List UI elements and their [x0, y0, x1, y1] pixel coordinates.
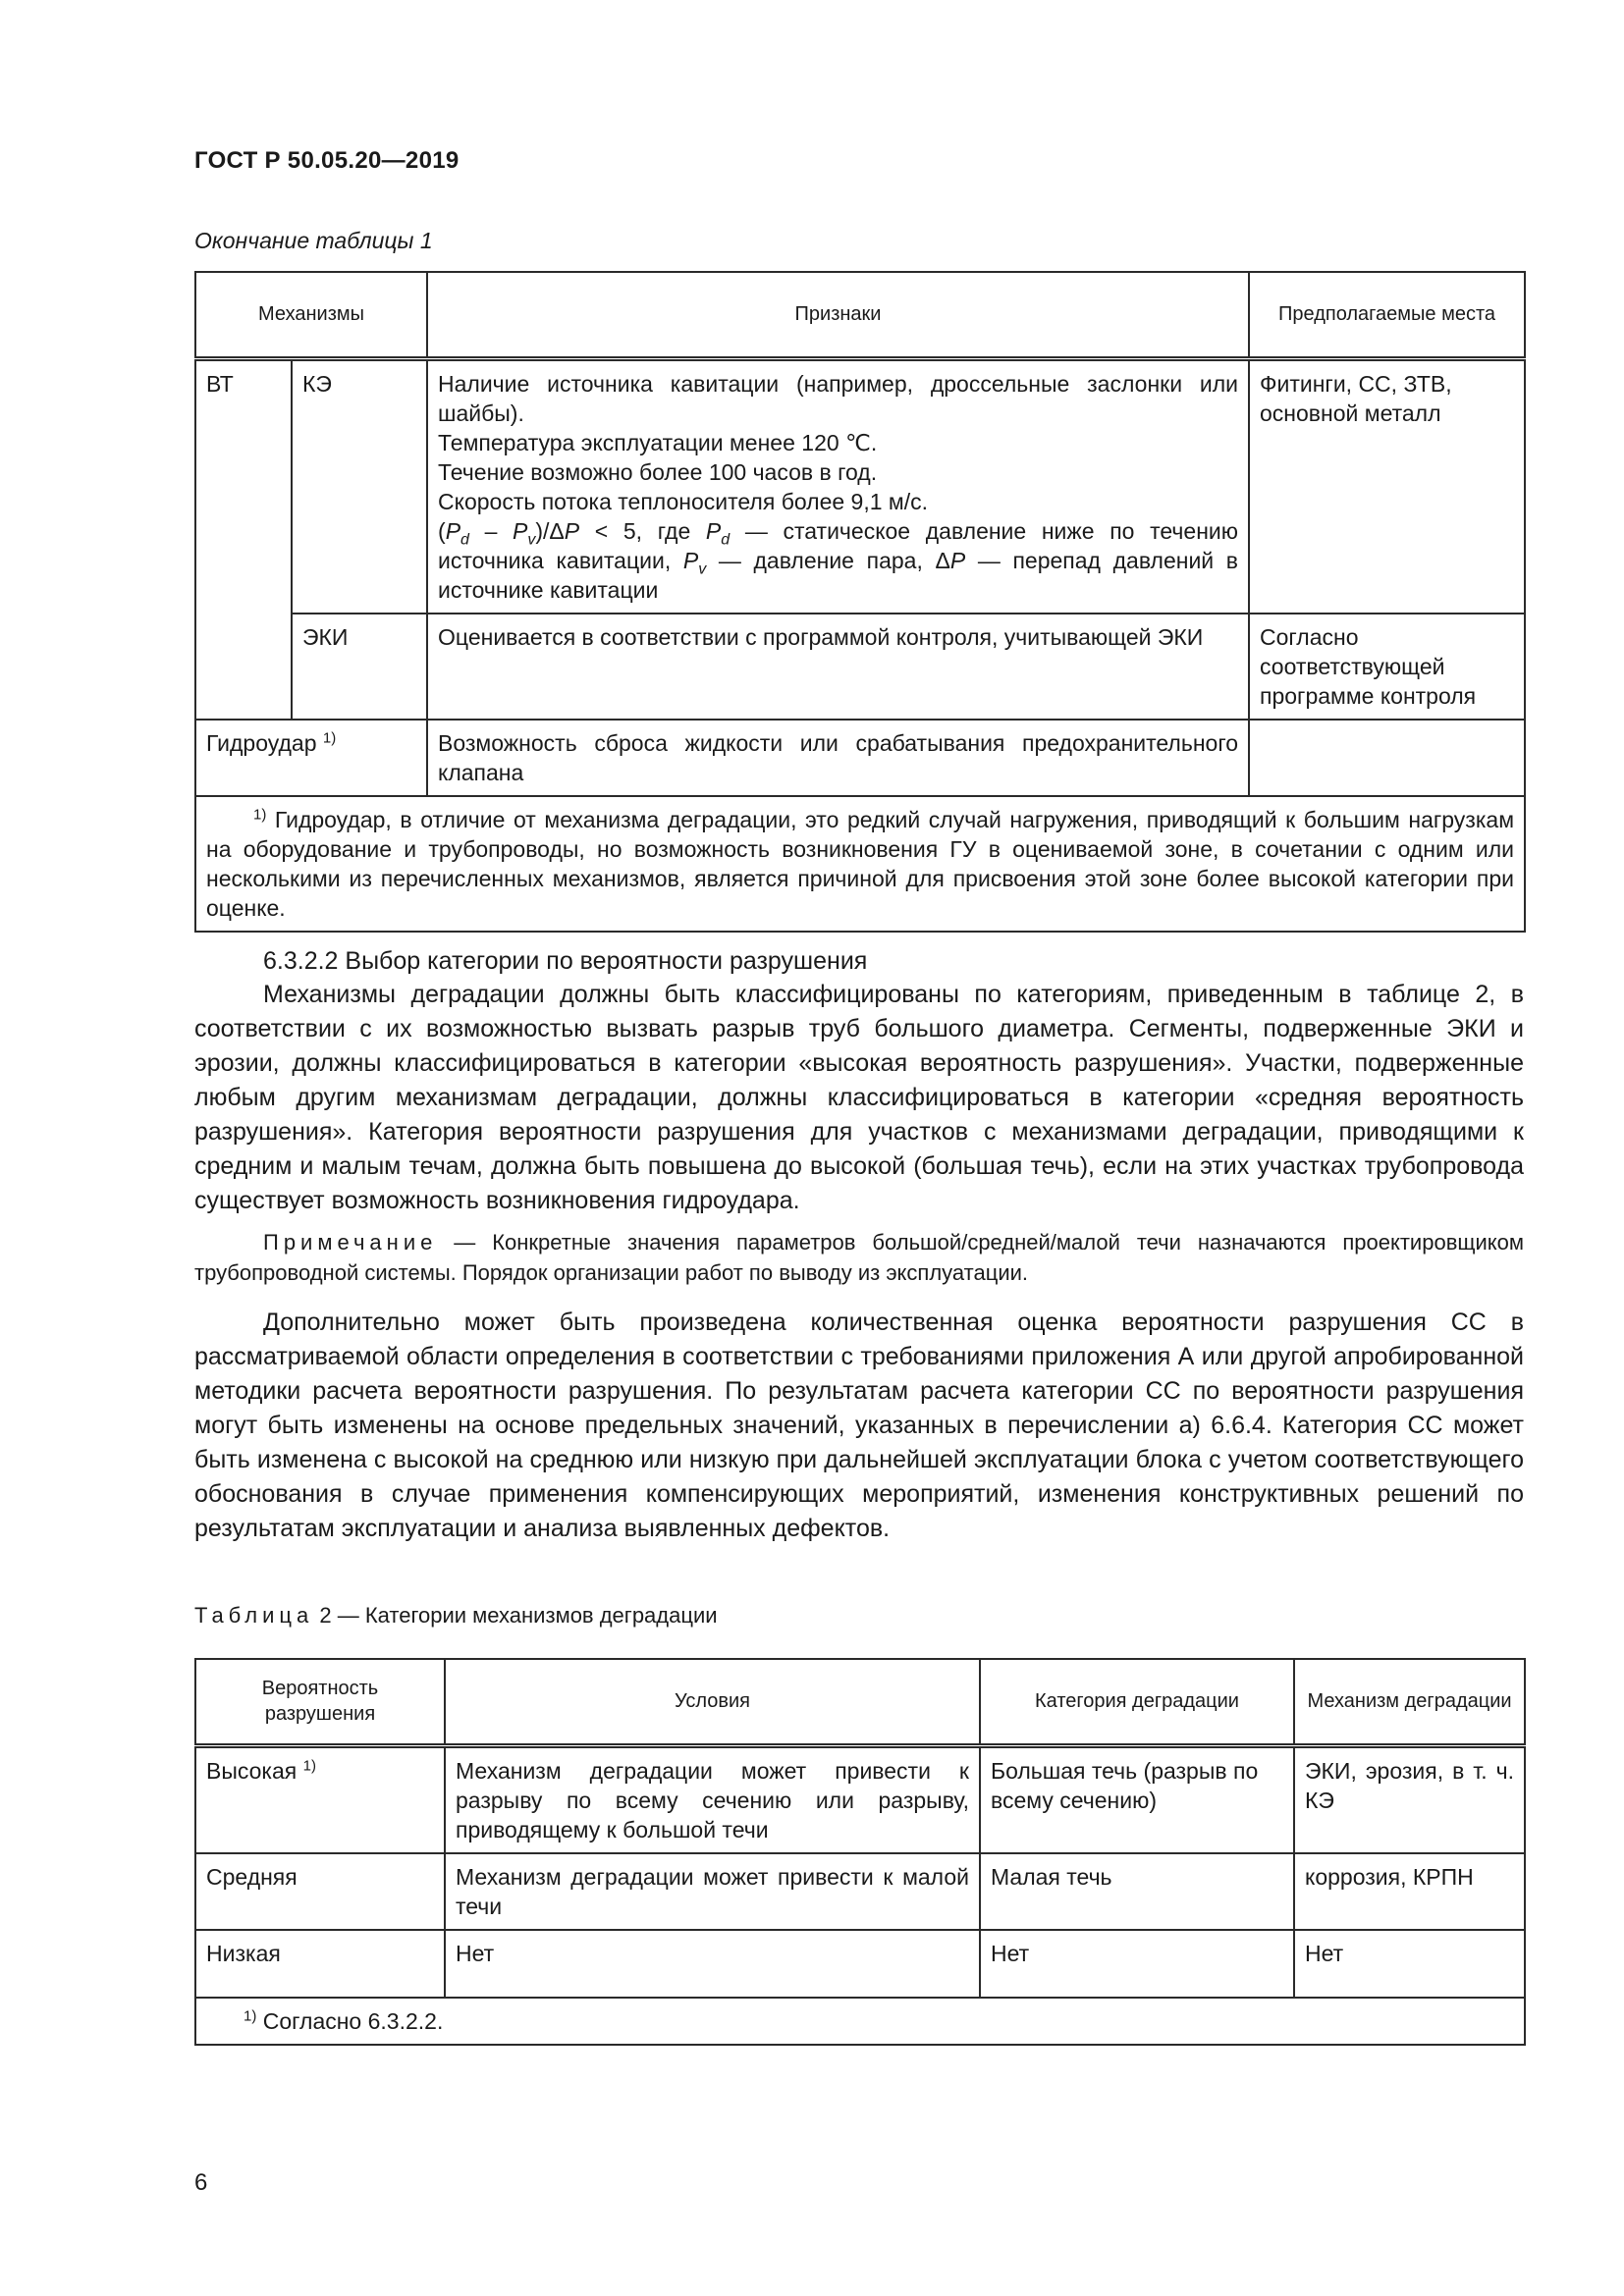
table2-header-row — [195, 1659, 1525, 1745]
formula-sub: v — [527, 531, 536, 549]
formula-var: P — [445, 517, 461, 544]
table1-cell-ke: КЭ — [292, 358, 427, 614]
table2-cell-mechanism: коррозия, КРПН — [1294, 1853, 1525, 1930]
note-label: Примечание — [263, 1230, 438, 1255]
table2-cell-mechanism: ЭКИ, эрозия, в т. ч. КЭ — [1294, 1745, 1525, 1853]
table2-cell-category: Нет — [980, 1930, 1294, 1998]
probability-label: Высокая — [206, 1757, 298, 1784]
probability-label: Низкая — [206, 1940, 281, 1966]
formula-sub: v — [698, 561, 707, 578]
probability-label: Средняя — [206, 1863, 298, 1890]
table1-footnote — [195, 796, 1525, 932]
table1-cell-group-vt: ВТ — [195, 358, 292, 720]
ke-sign-line: Течение возможно более 100 часов в год. — [438, 458, 878, 485]
ke-sign-line: Температура эксплуатации менее 120 ℃. — [438, 429, 878, 455]
formula-var: P — [513, 517, 528, 544]
formula-var: P — [949, 547, 966, 573]
formula-text: )/Δ — [535, 517, 565, 544]
table1-header-row — [195, 272, 1525, 358]
table2-cell-probability — [195, 1930, 445, 1998]
table2-cell-conditions: Механизм деградации может привести к разрыву по всему сечению или разрыву, приводящему к большой течи — [445, 1745, 980, 1853]
section-paragraph-2: Дополнительно может быть произведена количественная оценка вероятности разрушения СС в рассматриваемой области определения в соответствии с требованиями приложения А или другой апробированной методики расчета вероятности разрушения. По результатам расчета категории СС по вероятности разрушения могут быть изменены на основе предельных значений, указанных в перечислении а) 6.6.4. Категория СС может быть изменена с высокой на среднюю или низкую при дальнейшей эксплуатации блока с учетом соответствующего обоснования в случае применения компенсирующих мероприятий, изменения конструктивных решений по результатам эксплуатации и анализа выявленных дефектов. — [194, 1308, 1524, 1542]
table1-cell-eki: ЭКИ — [292, 614, 427, 720]
footnote-mark: 1) — [253, 805, 267, 823]
table1-cell-eki-signs: Оценивается в соответствии с программой контроля, учитывающей ЭКИ — [427, 614, 1249, 720]
table1-footnote-row — [195, 796, 1525, 932]
table2-cell-category: Большая течь (разрыв по всему сечению) — [980, 1745, 1294, 1853]
table1-cell-water-hammer-places — [1249, 720, 1525, 796]
section-paragraph-1: Механизмы деградации должны быть классифицированы по категориям, приведенным в таблице 2, в соответствии с их возможностью вызвать разрыв труб большого диаметра. Сегменты, подверженные ЭКИ и эрозии, должны классифицироваться в категории «высокая вероятность разрушения». Участки, подверженные любым другим механизмам деградации, должны классифицироваться в категории «средняя вероятность разрушения». Категория вероятности разрушения для участков с механизмами деградации, приводящими к средним и малым течам, должна быть повышена до высокой (большая течь), если на этих участках трубопровода существует возможность возникновения гидроудара. — [194, 981, 1524, 1214]
table1-header-signs: Признаки — [427, 272, 1249, 358]
footnote-mark: 1) — [244, 2006, 257, 2024]
section-note — [194, 1227, 1524, 1288]
formula-text: — статическое давление ниже по течению источника кавитации, — [438, 517, 1238, 573]
table2-caption-label: Таблица — [194, 1603, 314, 1628]
table2-cell-probability — [195, 1745, 445, 1853]
footnote-ref: 1) — [322, 728, 337, 746]
table1-cell-water-hammer — [195, 720, 427, 796]
formula-text: ( — [438, 517, 446, 544]
table2-cell-conditions: Механизм деградации может привести к малой течи — [445, 1853, 980, 1930]
ke-sign-line: Наличие источника кавитации (например, дроссельные заслонки или шайбы). — [438, 370, 1239, 426]
footnote-ref: 1) — [302, 1756, 316, 1774]
formula-sub: d — [460, 531, 469, 549]
table2-footnote-row — [195, 1998, 1525, 2045]
table1-caption: Окончание таблицы 1 — [194, 228, 433, 253]
table2-caption — [194, 1603, 718, 1629]
table2-header-mechanism: Механизм деградации — [1294, 1659, 1525, 1745]
table2-cell-conditions: Нет — [445, 1930, 980, 1998]
table1-header-mechanisms: Механизмы — [195, 272, 427, 358]
table-row — [195, 1853, 1525, 1930]
table-row — [195, 1745, 1525, 1853]
table2-cell-category: Малая течь — [980, 1853, 1294, 1930]
table2-footnote — [195, 1998, 1525, 2045]
table2 — [194, 1658, 1526, 2046]
footnote-text: Гидроудар, в отличие от механизма деградации, это редкий случай нагружения, приводящий к большим нагрузкам на оборудование и трубопроводы, но возможность возникновения ГУ в оцениваемой зоне, в сочетании с одним или несколькими из перечисленных механизмов, является причиной для присвоения этой зоне более высокой категории при оценке. — [206, 806, 1515, 921]
table1-header-places: Предполагаемые места — [1249, 272, 1525, 358]
table2-cell-probability — [195, 1853, 445, 1930]
table2-cell-mechanism: Нет — [1294, 1930, 1525, 1998]
formula-text: < 5, где — [579, 517, 706, 544]
table1-cell-water-hammer-signs: Возможность сброса жидкости или срабатывания предохранительного клапана — [427, 720, 1249, 796]
ke-sign-line: Скорость потока теплоносителя более 9,1 м/с. — [438, 488, 928, 514]
table-row — [195, 358, 1525, 614]
table2-header-probability: Вероятность разрушения — [195, 1659, 445, 1745]
table-row — [195, 614, 1525, 720]
table-row — [195, 720, 1525, 796]
table1 — [194, 271, 1526, 933]
section-heading: 6.3.2.2 Выбор категории по вероятности разрушения — [263, 947, 868, 975]
formula-text: — перепад давлений в источнике кавитации — [438, 547, 1238, 603]
table2-header-category: Категория деградации — [980, 1659, 1294, 1745]
table-row — [195, 1930, 1525, 1998]
document-header: ГОСТ Р 50.05.20—2019 — [194, 147, 460, 174]
formula-var: P — [705, 517, 722, 544]
formula-var: P — [682, 547, 699, 573]
table2-caption-text: 2 — Категории механизмов деградации — [313, 1603, 718, 1628]
table2-header-conditions: Условия — [445, 1659, 980, 1745]
table1-cell-ke-signs — [427, 358, 1249, 614]
footnote-text: Согласно 6.3.2.2. — [256, 2007, 444, 2034]
table1-cell-eki-places: Согласно соответствующей программе контроля — [1249, 614, 1525, 720]
formula-var: P — [564, 517, 580, 544]
formula-text: – — [468, 517, 514, 544]
formula-sub: d — [721, 531, 731, 549]
table1-cell-ke-places: Фитинги, СС, ЗТВ, основной металл — [1249, 358, 1525, 614]
page-number: 6 — [194, 2169, 208, 2196]
water-hammer-label: Гидроудар — [206, 729, 317, 756]
formula-text: — давление пара, Δ — [706, 547, 950, 573]
ke-formula — [438, 516, 1238, 605]
note-text: — Конкретные значения параметров большой/средней/малой течи назначаются проектировщиком трубопроводной системы. Порядок организации работ по выводу из эксплуатации. — [194, 1230, 1524, 1285]
